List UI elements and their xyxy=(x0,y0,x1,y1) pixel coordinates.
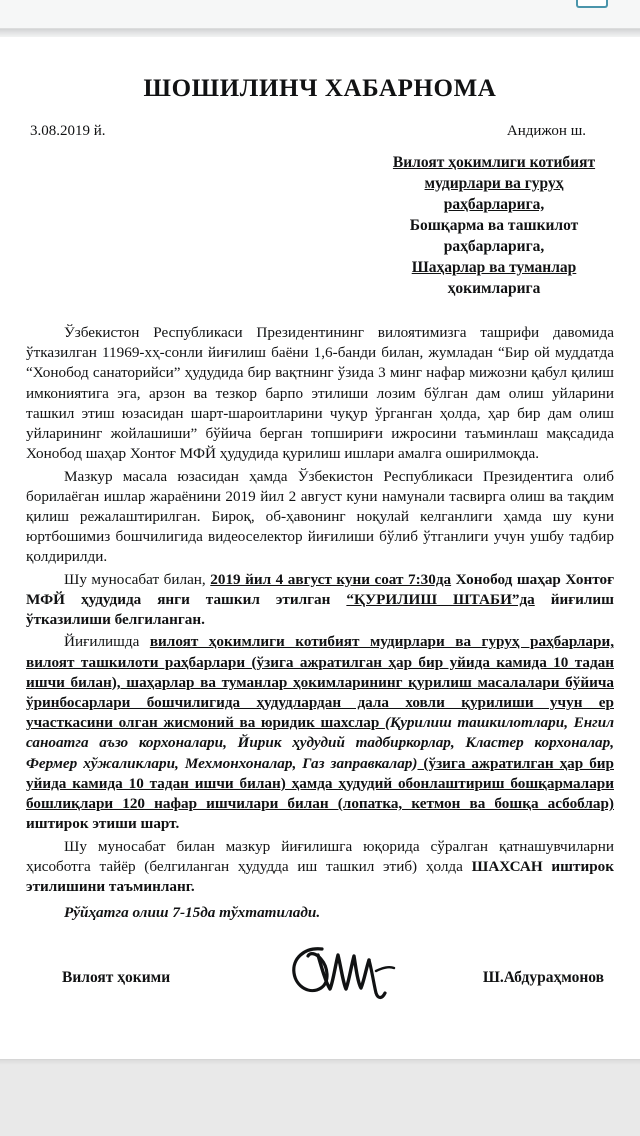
addressee-line-2: мудирлари ва гуруҳ xyxy=(424,174,564,192)
p3-headquarters-name: “ҚУРИЛИШ ШТАБИ”да xyxy=(346,590,535,608)
signatory-name: Ш.Абдураҳмонов xyxy=(482,969,604,987)
addressee-block xyxy=(344,152,640,300)
p4-participants-primary: вилоят ҳокимлиги котибият мудирлари ва гуруҳ раҳбарлари, вилоят ташкилоти раҳбарлари (ўзига ажратилган ҳар бир уйида камида 10 тадан ишчи билан), шаҳарлар ва туманлар ҳокимларининг қурилиш масалалари бўйича ўринбосарлари бошчилигида ҳудудлардан дала ховли қурилиши учун ер участкасини олган жисмоний ва юридик шахслар xyxy=(26,633,614,732)
addressee-line-7: ҳокимларига xyxy=(447,279,541,297)
p4-organizations-list: (Қурилиш ташкилотлари, Енгил саноатга аъзо корхоналари, Йирик ҳудудий тадбиркорлар, Кластер корхоналар, Фермер хўжаликлари, Мехмонхоналар, Газ заправкалар) xyxy=(26,714,614,772)
app-bottom-bar xyxy=(0,1059,640,1136)
p3-tail: йиғилиш ўтказилиши белгиланган. xyxy=(26,590,614,629)
addressee-line-4: Бошқарма ва ташкилот xyxy=(409,216,579,234)
handwritten-signature-icon xyxy=(288,943,408,1001)
p3-lead: Шу муносабат билан, xyxy=(64,570,211,588)
p5-emphasis: ШАХСАН иштирок этилишини таъминланг. xyxy=(26,857,614,895)
p5-lead: Шу муносабат билан мазкур йиғилишга юқорида сўралган қатнашувчиларни ҳисоботга тайёр (белгиланган ҳудудда иш ташкил этиб) ҳолда xyxy=(26,837,614,875)
p3-location: Хонобод шаҳар Хонтоғ МФЙ ҳудудида янги ташкил этилган xyxy=(26,570,614,608)
document-meta-row xyxy=(26,123,614,140)
p3-meeting-datetime: 2019 йил 4 август куни соат 7:30да xyxy=(210,570,452,588)
app-top-bar xyxy=(0,0,640,29)
p4-tail: иштирок этиши шарт. xyxy=(26,815,180,833)
registration-note: Рўйҳатга олиш 7-15да тўхтатилади. xyxy=(64,904,321,922)
page-title: ШОШИЛИНЧ ХАБАРНОМА xyxy=(143,75,497,102)
addressee-line-5: раҳбарларига, xyxy=(443,237,545,255)
p4-participants-secondary: (ўзига ажратилган ҳар бир уйида камида 10 тадан ишчи билан) ҳамда ҳудудий обонлаштириш бошқармалари бошлиқлари 120 нафар ишчилари билан (лопатка, кетмон ва бошқа асбоблар) xyxy=(26,754,614,813)
document-date: 3.08.2019 й. xyxy=(30,122,106,139)
paragraph-4 xyxy=(26,632,614,834)
paragraph-1: Ўзбекистон Республикаси Президентининг вилоятимизга ташрифи давомида ўтказилган 11969-хҳ-сонли йиғилиш баёни 1,6-банди билан, жумладан “Бир ой муддатда “Хонобод санаторийси” ҳудудида бир вақтнинг ўзида 3 минг нафар мижозни қабул қилиш имкониятига эга, арзон ва тезкор барпо этилиши лозим бўлган дам олиш уйларини ташкил этиш юзасидан шарт-шароитларини чуқур ўрганган ҳолда, ҳар бир дам олиш уйларининг жойлашиши” бўйича берган топшириғи ижросини таъминлаш мақсадида Хонобод шаҳар Хонтоғ МФЙ ҳудудида қурилиш ишлари амалга оширилмоқда. xyxy=(26,324,614,463)
document-place: Андижон ш. xyxy=(506,122,586,139)
top-bar-shadow xyxy=(0,29,640,37)
paragraph-5 xyxy=(26,837,614,898)
paragraph-2: Мазкур масала юзасидан ҳамда Ўзбекистон Республикаси Президентига олиб борилаёган ишлар жараёнини 2019 йил 2 август куни намунали тасвирга олиш ва тақдим қилиш режалаштирилган. Бироқ, об-ҳавонинг ноқулай келганлиги ҳамда шу куни юртбошимиз бошчилигида видеоселектор йиғилиши бўлиб ўтганлиги учун ушбу тадбир қолдирилди. xyxy=(26,467,614,566)
bottom-bar-gloss xyxy=(0,1060,640,1065)
addressee-line-1: Вилоят ҳокимлиги котибият xyxy=(392,153,596,171)
paragraph-3 xyxy=(26,570,614,631)
chrome-tab-stub[interactable] xyxy=(576,0,608,8)
signatory-role: Вилоят ҳокими xyxy=(62,969,171,987)
p4-lead: Йиғилишда xyxy=(64,633,150,651)
document-page xyxy=(0,37,640,1059)
addressee-line-3: раҳбарларига, xyxy=(443,195,545,213)
signature-row xyxy=(26,969,614,987)
addressee-line-6: Шаҳарлар ва туманлар xyxy=(411,258,577,276)
document-body xyxy=(26,323,614,923)
